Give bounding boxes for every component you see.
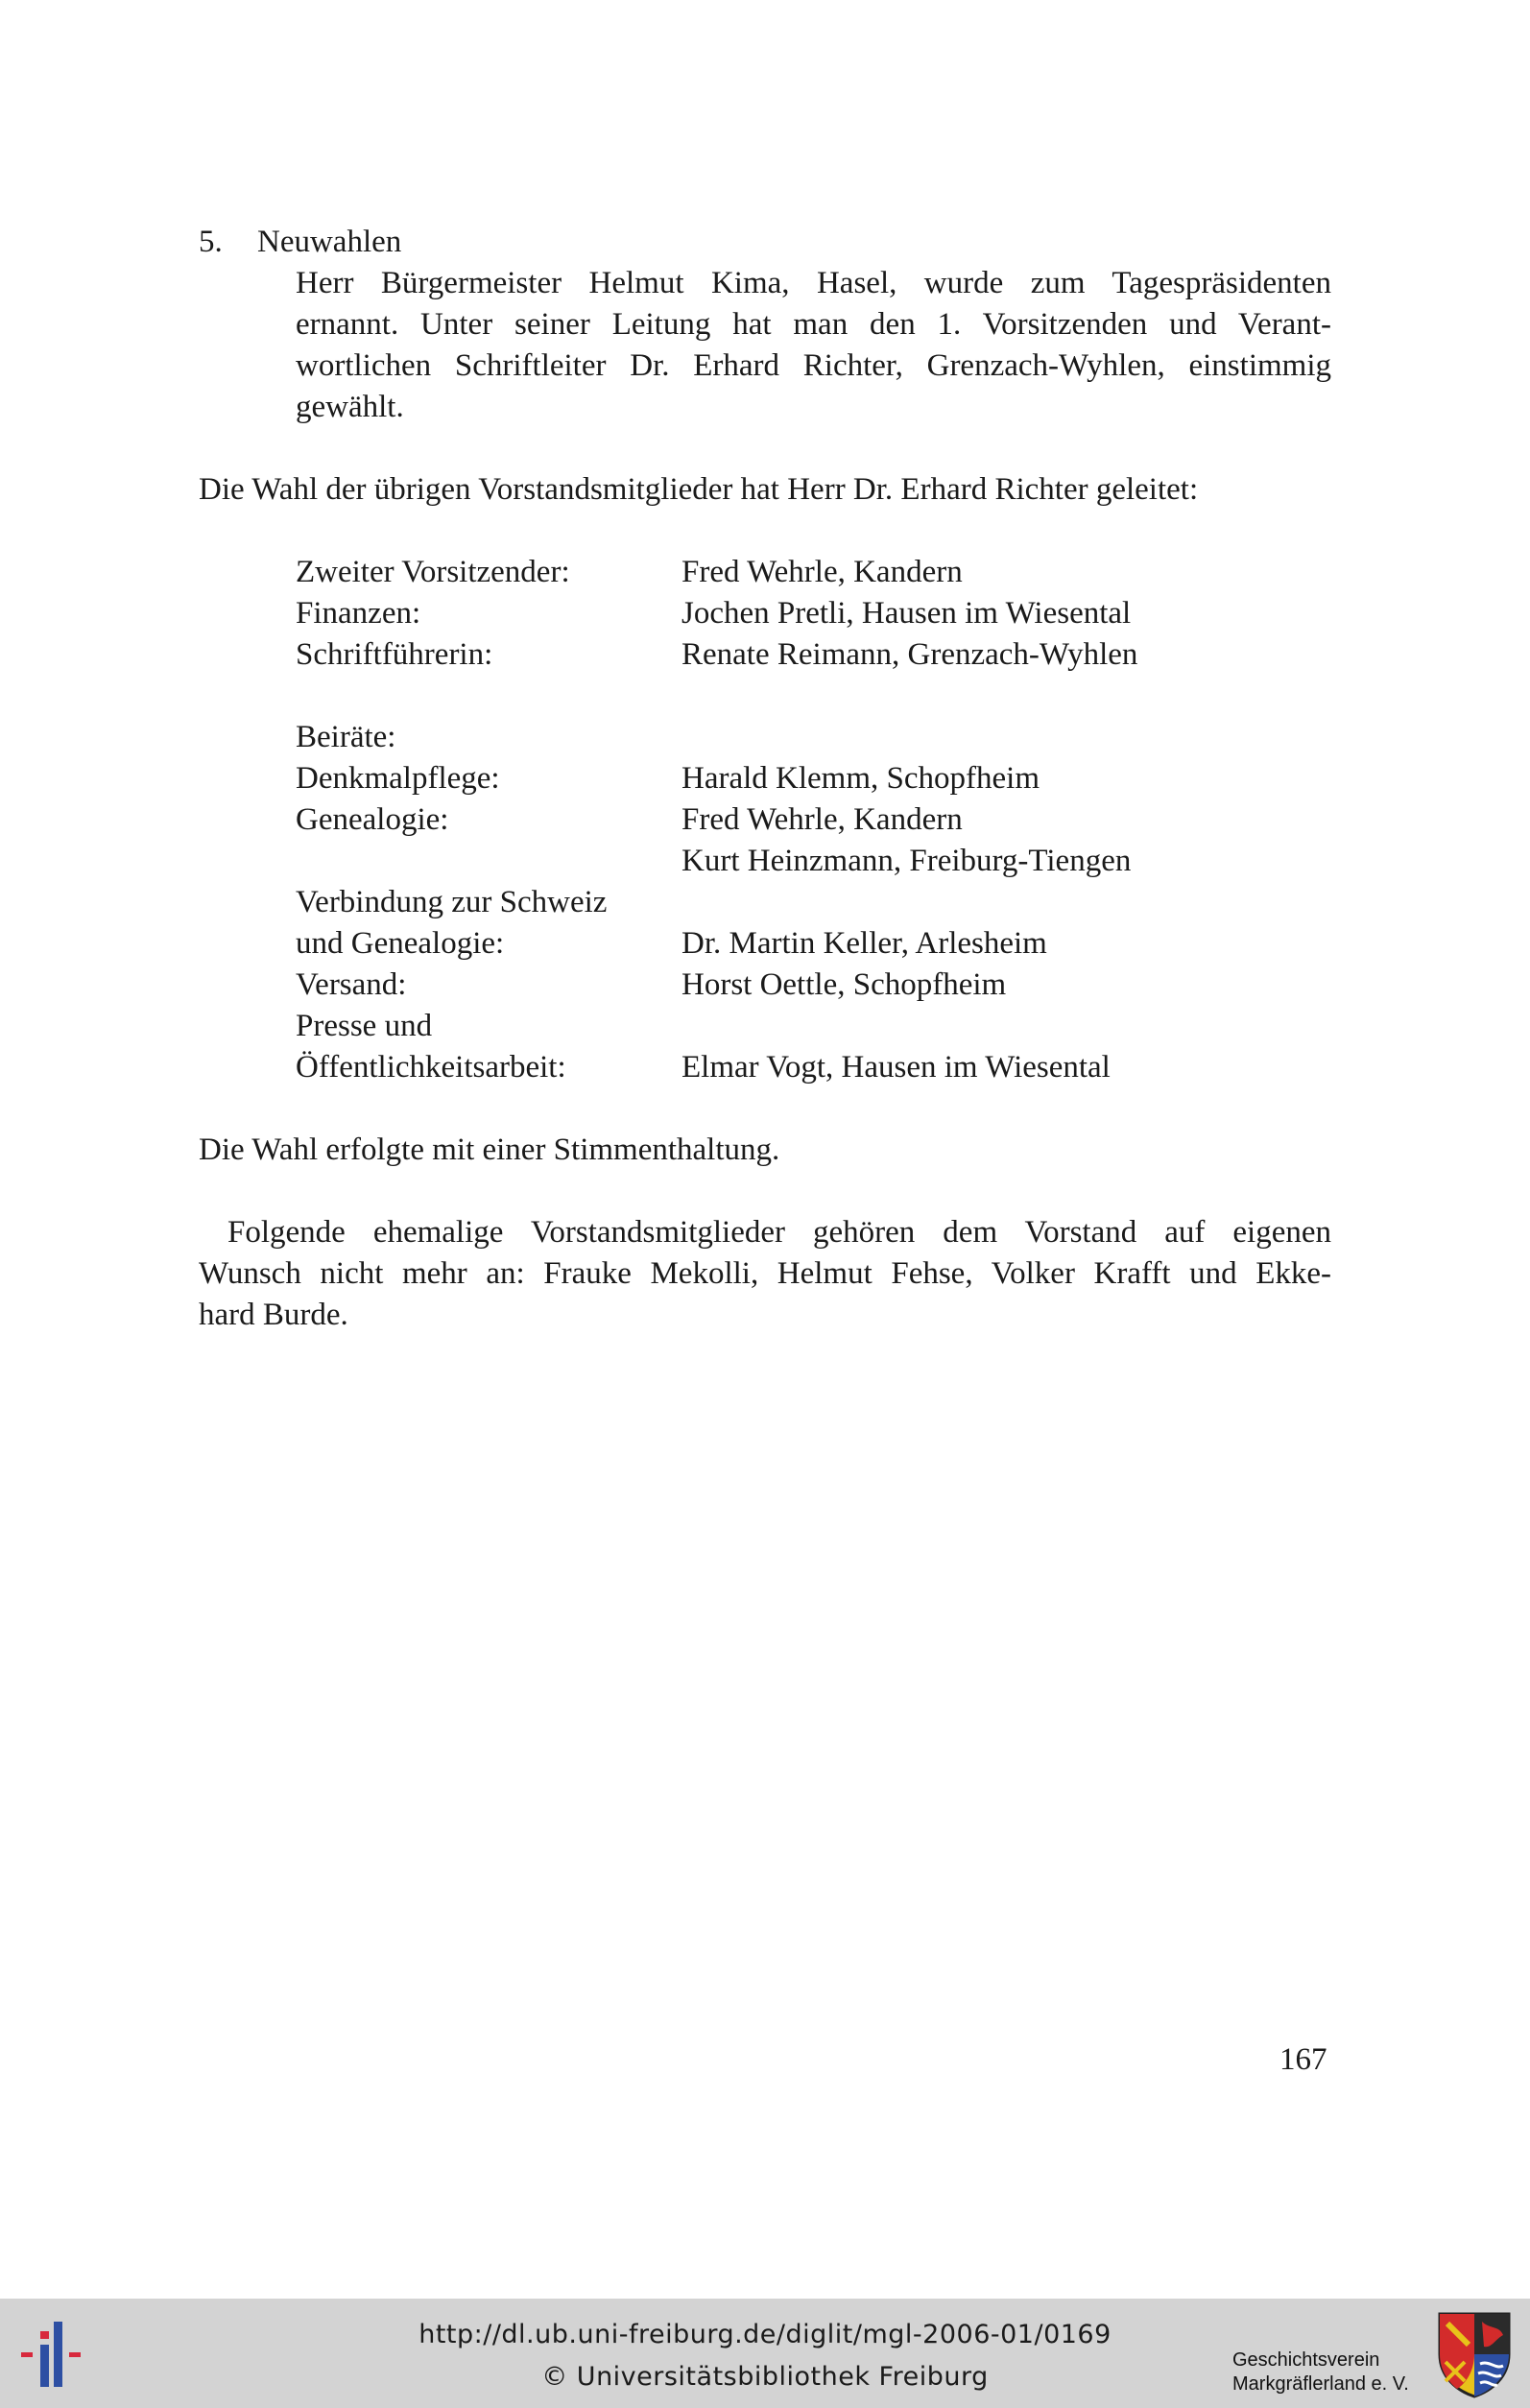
advisor-role: Presse und bbox=[296, 1009, 433, 1043]
society-name-line1: Geschichtsverein bbox=[1232, 2349, 1380, 2371]
page-number: 167 bbox=[1279, 2042, 1327, 2077]
advisor-person: Kurt Heinzmann, Freiburg-Tiengen bbox=[681, 844, 1132, 878]
section-text-line: ernannt. Unter seiner Leitung hat man den 1. Vorsitzenden und Verant- bbox=[296, 307, 1331, 342]
section-text-line: Herr Bürgermeister Helmut Kima, Hasel, wurde zum Tagespräsidenten bbox=[296, 266, 1331, 300]
advisor-person: Harald Klemm, Schopfheim bbox=[681, 761, 1040, 796]
board-person: Renate Reimann, Grenzach-Wyhlen bbox=[681, 637, 1138, 672]
section-text-line: wortlichen Schriftleiter Dr. Erhard Richter, Grenzach-Wyhlen, einstimmig bbox=[296, 348, 1331, 383]
advisor-person: Fred Wehrle, Kandern bbox=[681, 802, 963, 837]
board-person: Jochen Pretli, Hausen im Wiesental bbox=[681, 596, 1132, 631]
section-number: 5. bbox=[199, 225, 223, 259]
section-text-line: gewählt. bbox=[296, 390, 404, 424]
advisor-role: Genealogie: bbox=[296, 802, 449, 837]
footer-url[interactable]: http://dl.ub.uni-freiburg.de/diglit/mgl-2006-01/0169 bbox=[418, 2320, 1112, 2349]
society-name bbox=[1232, 2348, 1409, 2396]
board-role: Schriftführerin: bbox=[296, 637, 493, 672]
coat-of-arms-icon bbox=[1436, 2310, 1513, 2398]
advisor-role: Versand: bbox=[296, 967, 407, 1002]
advisor-role: Verbindung zur Schweiz bbox=[296, 885, 608, 919]
board-person: Fred Wehrle, Kandern bbox=[681, 555, 963, 589]
advisor-person: Elmar Vogt, Hausen im Wiesental bbox=[681, 1050, 1111, 1085]
advisor-role: Denkmalpflege: bbox=[296, 761, 500, 796]
board-role: Zweiter Vorsitzender: bbox=[296, 555, 570, 589]
footer-bar bbox=[0, 2299, 1530, 2408]
society-name-line2: Markgräflerland e. V. bbox=[1232, 2373, 1409, 2395]
vote-note: Die Wahl erfolgte mit einer Stimmenthaltung. bbox=[199, 1132, 780, 1167]
advisor-person: Horst Oettle, Schopfheim bbox=[681, 967, 1007, 1002]
former-members-line: Wunsch nicht mehr an: Frauke Mekolli, Helmut Fehse, Volker Krafft und Ekke- bbox=[199, 1256, 1331, 1291]
former-members-line: Folgende ehemalige Vorstandsmitglieder gehören dem Vorstand auf eigenen bbox=[227, 1215, 1331, 1250]
section-heading: Neuwahlen bbox=[257, 225, 402, 259]
advisor-role: Öffentlichkeitsarbeit: bbox=[296, 1050, 566, 1085]
board-role: Finanzen: bbox=[296, 596, 421, 631]
advisor-role: und Genealogie: bbox=[296, 926, 505, 961]
footer-copyright: © Universitätsbibliothek Freiburg bbox=[541, 2362, 989, 2392]
advisors-heading: Beiräte: bbox=[296, 720, 396, 754]
election-intro: Die Wahl der übrigen Vorstandsmitglieder hat Herr Dr. Erhard Richter geleitet: bbox=[199, 472, 1199, 507]
former-members-line: hard Burde. bbox=[199, 1298, 348, 1332]
advisor-person: Dr. Martin Keller, Arlesheim bbox=[681, 926, 1047, 961]
